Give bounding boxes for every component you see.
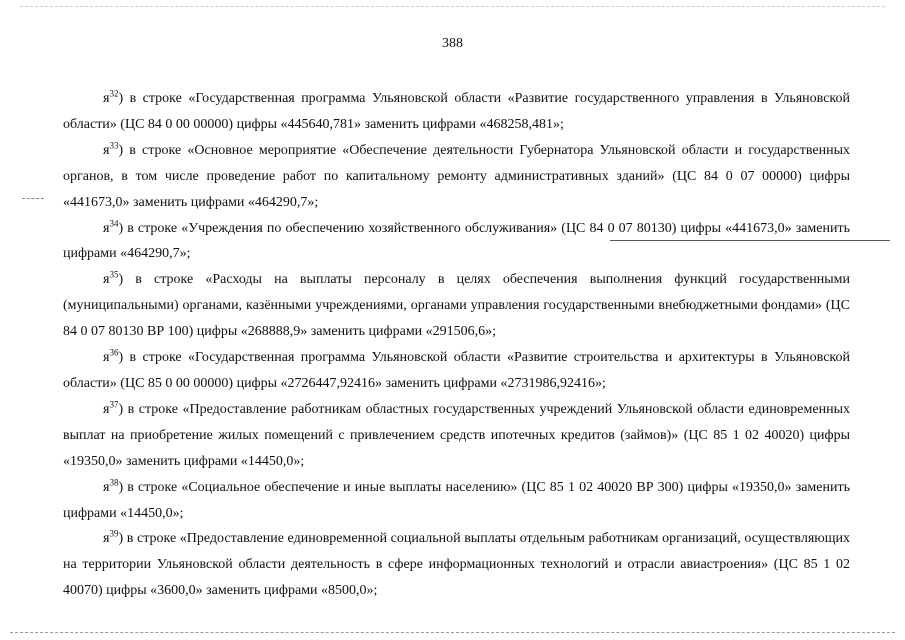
scan-edge-bottom	[10, 632, 895, 633]
paragraph-text: в строке «Основное мероприятие «Обеспечение деятельности Губернатора Ульяновской области и государственных органов, в том числе проведение работ по капитальному ремонту административных зданий» (ЦС 84 0 07 00000) цифры «441673,0» заменить цифрами «464290,7»;	[63, 142, 850, 210]
item-marker: $я^{36}$)	[103, 347, 124, 366]
paragraph-text: в строке «Социальное обеспечение и иные выплаты населению» (ЦС 85 1 02 40020 ВР 300) цифры «19350,0» заменить цифрами «14450,0»;	[63, 479, 850, 521]
paragraph-text: в строке «Государственная программа Ульяновской области «Развитие государственного управления в Ульяновской области» (ЦС 84 0 00 00000) цифры «445640,781» заменить цифрами «468258,481»;	[63, 91, 850, 132]
paragraph-ya38	[63, 475, 850, 527]
paragraph-text: в строке «Расходы на выплаты персоналу в целях обеспечения выполнения функций государственными (муниципальными) органами, казёнными учреждениями, органами управления государственными внебюджетными фондами» (ЦС 84 0 07 80130 ВР 100) цифры «268888,9» заменить цифрами «291506,6»;	[63, 272, 850, 340]
paragraph-text: в строке «Учреждения по обеспечению хозяйственного обслуживания» (ЦС 84 0 07 80130) цифры «441673,0» заменить цифрами «464290,7»;	[63, 220, 850, 262]
paragraph-ya34	[63, 216, 850, 268]
item-marker: $я^{34}$)	[103, 217, 124, 236]
scan-edge-top	[20, 6, 885, 7]
item-marker: $я^{35}$)	[103, 269, 124, 288]
item-marker: $я^{32}$)	[103, 88, 124, 106]
item-marker: $я^{37}$)	[103, 399, 124, 417]
document-body	[63, 86, 850, 604]
scan-edge-left	[22, 198, 44, 199]
paragraph-ya33	[63, 138, 850, 216]
paragraph-text: в строке «Предоставление работникам областных государственных учреждений Ульяновской области единовременных выплат на приобретение жилых помещений с привлечением средств ипотечных кредитов (займов)» (ЦС 85 1 02 40020) цифры «19350,0» заменить цифрами «14450,0»;	[63, 401, 850, 469]
item-marker: $я^{33}$)	[103, 140, 124, 158]
item-marker: $я^{38}$)	[103, 476, 124, 495]
page-number: 388	[442, 36, 463, 51]
paragraph-text: в строке «Государственная программа Ульяновской области «Развитие строительства и архитектуры в Ульяновской области» (ЦС 85 0 00 00000) цифры «2726447,92416» заменить цифрами «2731986,92416»;	[63, 350, 850, 391]
paragraph-ya36	[63, 345, 850, 397]
paragraph-ya37	[63, 397, 850, 475]
paragraph-ya35	[63, 267, 850, 345]
paragraph-ya32	[63, 86, 850, 138]
item-marker: $я^{39}$)	[103, 528, 124, 547]
paragraph-text: в строке «Предоставление единовременной социальной выплаты отдельным работникам организаций, осуществляющих на территории Ульяновской области деятельность в сфере информационных технологий и отрасли авиастроения» (ЦС 85 1 02 40070) цифры «3600,0» заменить цифрами «8500,0»;	[63, 531, 850, 599]
paragraph-ya39	[63, 526, 850, 604]
